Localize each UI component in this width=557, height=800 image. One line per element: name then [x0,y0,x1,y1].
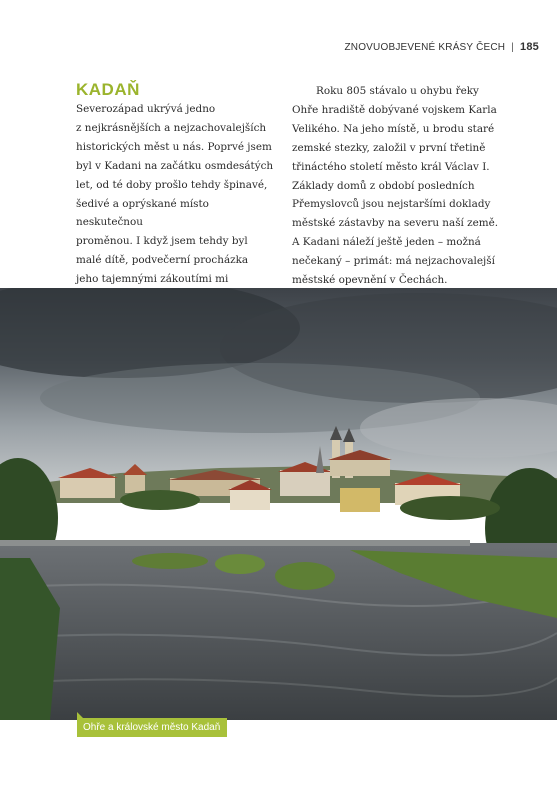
left-line: z nejkrásnějších a nejzachovalejších [76,121,267,134]
right-line: třináctého století město král Václav I. [292,160,490,173]
right-line: Velikého. Na jeho místě, u brodu staré [292,122,495,135]
right-line: A Kadani náleží ještě jeden – možná [292,236,481,249]
article-heading: KADAŇ [76,80,140,99]
left-line: historických měst u nás. Poprvé jsem [76,140,272,153]
left-line: byl v Kadani na začátku osmdesátých [76,159,274,172]
running-head-separator: | [511,41,515,53]
right-line: zemské stezky, založil v první třetině [292,141,486,154]
left-line: malé dítě, podvečerní procházka [76,254,249,267]
right-line: Přemyslovců jsou nejstaršími doklady [292,198,491,211]
photo-caption: Ohře a královské město Kadaň [77,718,227,737]
right-line: městské opevnění v Čechách. [292,274,448,287]
town-river-photo [0,288,557,720]
left-line: Severozápad ukrývá jedno [76,103,216,115]
right-line: Roku 805 stávalo u ohybu řeky [316,85,479,97]
left-line: šedivé a oprýskané místo neskutečnou [76,197,209,229]
left-text-column [76,100,276,308]
running-head [344,41,539,53]
left-line: jeho tajemnými zákoutími mi [76,273,229,286]
left-line: proměnou. I když jsem tehdy byl [76,235,248,248]
page-number: 185 [520,41,539,53]
right-text-column [292,82,508,290]
left-line: let, od té doby prošlo tehdy špinavé, [76,178,268,191]
right-line: Ohře hradiště dobývané vojskem Karla [292,103,497,116]
right-line: nečekaný – primát: má nejzachovalejší [292,255,495,268]
right-line: městské zástavby na severu naší země. [292,217,499,230]
right-line: Základy domů z období posledních [292,179,475,192]
running-head-title: ZNOVUOBJEVENÉ KRÁSY ČECH [344,41,506,53]
